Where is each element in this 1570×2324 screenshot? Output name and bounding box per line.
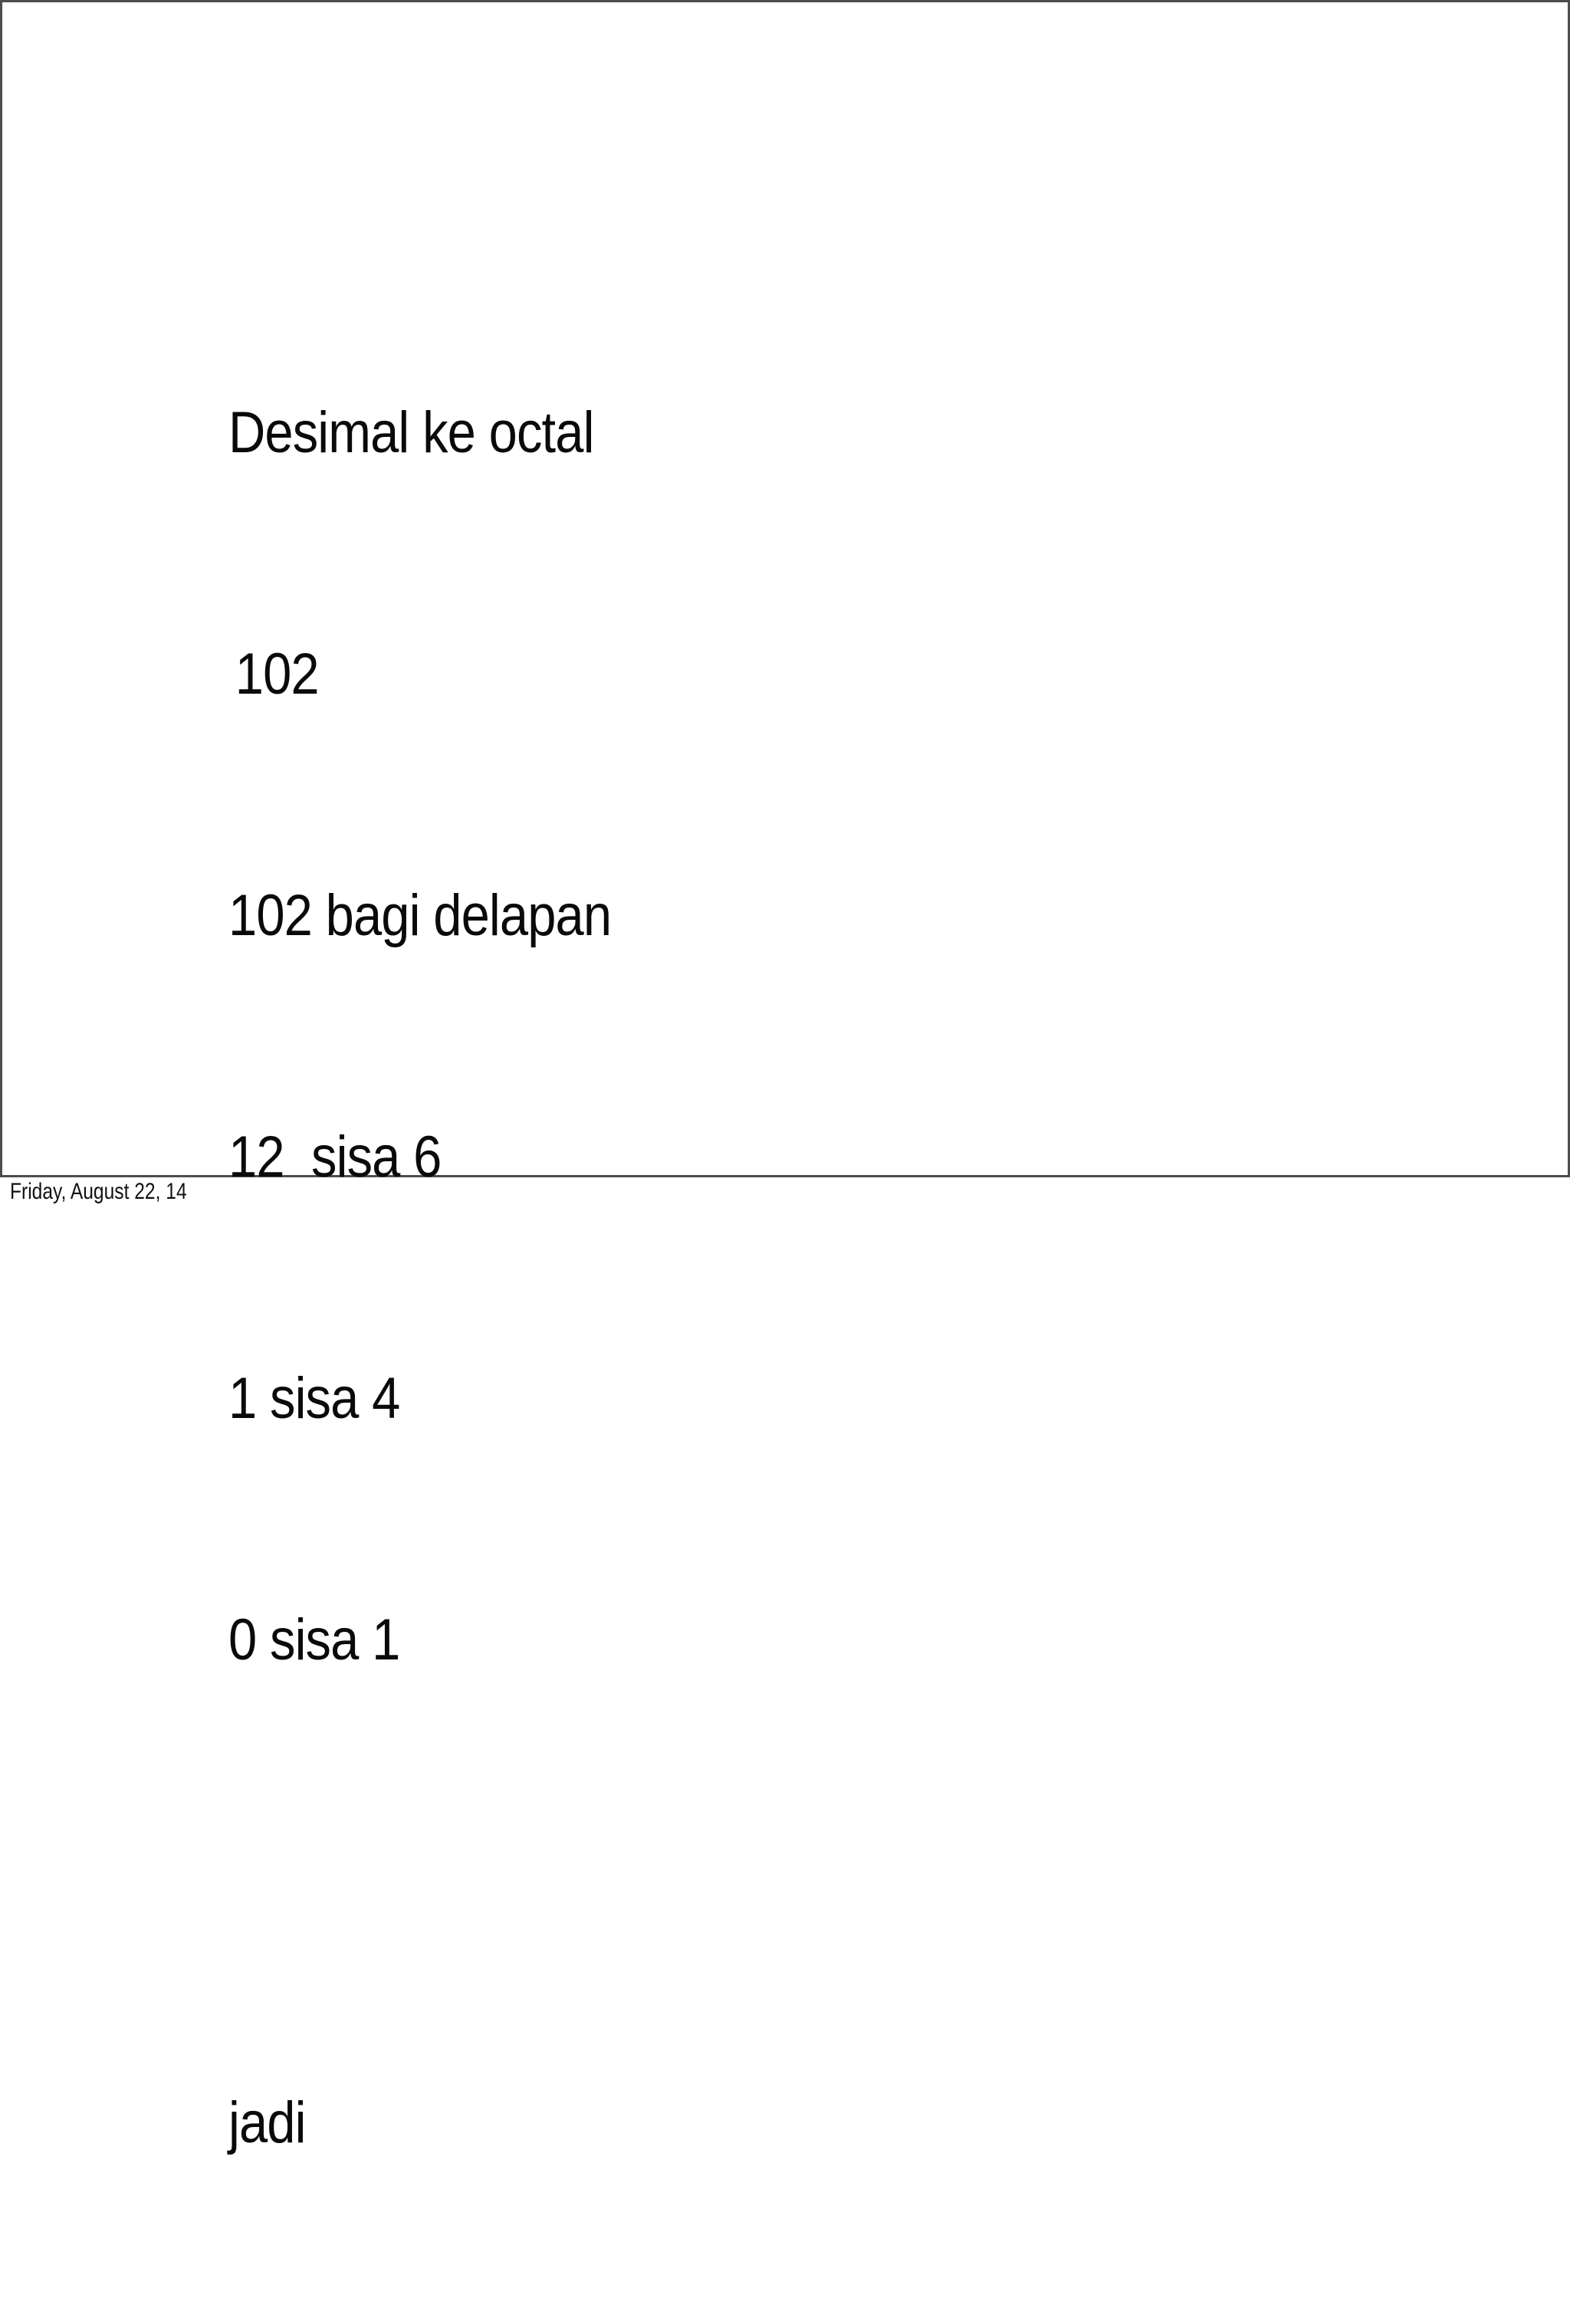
slide-text-line: 0 sisa 1 — [228, 1607, 400, 1672]
slide-text-line: 12 sisa 6 — [228, 1124, 442, 1190]
slide-text-block — [228, 231, 611, 2324]
slide-title-line: Desimal ke octal — [228, 400, 594, 465]
slide-text-line-blank — [228, 1841, 611, 1922]
slide-text-line: 102 — [235, 642, 319, 707]
footer-date: Friday, August 22, 14 — [10, 1179, 187, 1204]
slide-text-line: 102 bagi delapan — [228, 883, 612, 948]
slide-text-line: jadi — [228, 2090, 306, 2155]
slide-text-line: 1 sisa 4 — [228, 1366, 400, 1431]
